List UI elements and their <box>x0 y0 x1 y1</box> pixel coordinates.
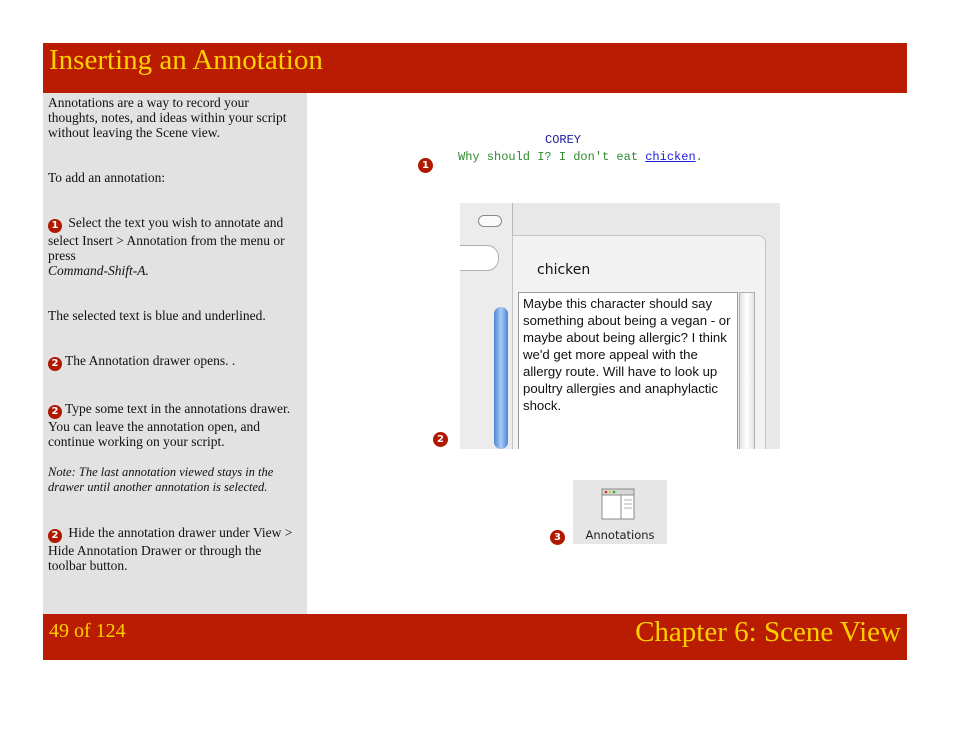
note-text: Note: The last annotation viewed stays in the drawer until another annotation is selected. <box>48 465 274 494</box>
annotated-word[interactable]: chicken <box>645 150 696 164</box>
main-scrollbar[interactable] <box>494 307 508 449</box>
toolbar-toggle-icon <box>478 215 502 227</box>
step-2-badge: 2 <box>48 357 62 371</box>
page-number: 49 of 124 <box>49 620 126 642</box>
callout-1: 1 <box>418 158 433 173</box>
annotations-toolbar-button[interactable] <box>573 480 667 544</box>
step-4-text: Hide the annotation drawer under View > Hide Annotation Drawer or through the toolbar button. <box>48 525 293 573</box>
window-frame <box>460 203 513 449</box>
field-stub <box>460 245 499 271</box>
annotation-textarea[interactable]: Maybe this character should say something about being a vegan - or maybe about being allergic? I think we'd get more appeal with the allergy route. Will have to look up poultry allergies and anaphylactic shock. <box>518 292 738 449</box>
character-name: COREY <box>545 133 582 147</box>
drawer-title: chicken <box>537 262 591 278</box>
instructions-sidebar <box>43 93 307 614</box>
annotations-icon <box>601 488 635 520</box>
drawer-scrollbar[interactable] <box>739 292 755 449</box>
dialogue-line <box>458 150 703 164</box>
step-1 <box>48 215 301 278</box>
step-3-badge: 2 <box>48 405 62 419</box>
dialogue-text: Why should I? I don't eat <box>458 150 646 164</box>
title-bar <box>43 43 907 93</box>
dialogue-end: . <box>695 150 703 164</box>
step-2-text: The Annotation drawer opens. . <box>65 353 236 368</box>
page-title: Inserting an Annotation <box>49 44 323 76</box>
annotation-drawer-screenshot <box>460 203 780 449</box>
toolbar-button-label: Annotations <box>585 528 655 542</box>
intro-text: Annotations are a way to record your thoughts, notes, and ideas within your script without leaving the Scene view. <box>48 95 287 140</box>
step-4-badge: 2 <box>48 529 62 543</box>
callout-2: 2 <box>433 432 448 447</box>
step-4 <box>48 525 301 573</box>
step-1-text: Select the text you wish to annotate and select Insert > Annotation from the menu or press <box>48 215 285 263</box>
chapter-title: Chapter 6: Scene View <box>635 616 901 648</box>
annotation-drawer <box>512 235 766 449</box>
step-3 <box>48 401 301 449</box>
callout-3: 3 <box>550 530 565 545</box>
step-3-text: Type some text in the annotations drawer. You can leave the annotation open, and continue working on your script. <box>48 401 291 449</box>
footer-bar <box>43 614 907 660</box>
step-2 <box>48 353 301 371</box>
selected-note: The selected text is blue and underlined. <box>48 308 266 323</box>
lead-text: To add an annotation: <box>48 170 166 185</box>
step-1-badge: 1 <box>48 219 62 233</box>
shortcut-text: Command-Shift-A. <box>48 263 149 278</box>
